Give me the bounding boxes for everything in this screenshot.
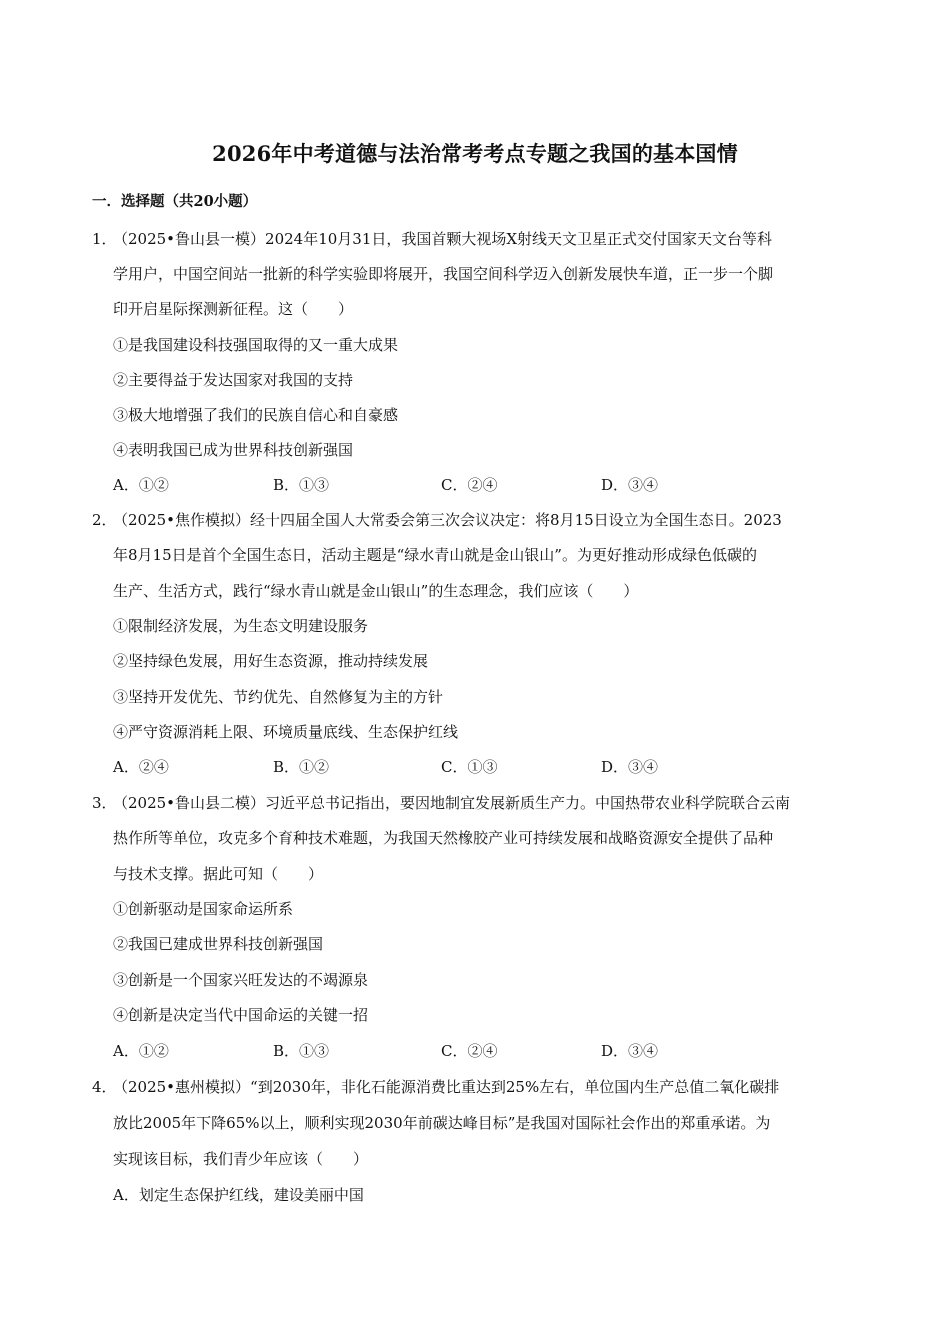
option-c[interactable]: C．①③ xyxy=(441,758,498,776)
section-heading: 一．选择题（共20小题） xyxy=(92,193,258,210)
option-d[interactable]: D．③④ xyxy=(601,758,659,776)
option-d[interactable]: D．③④ xyxy=(601,476,659,494)
option-a[interactable]: A．①② xyxy=(113,1042,169,1060)
statement: ①是我国建设科技强国取得的又一重大成果 xyxy=(113,336,399,354)
statement: ④创新是决定当代中国命运的关键一招 xyxy=(113,1006,369,1024)
option-b[interactable]: B．①③ xyxy=(273,1042,330,1060)
option-a[interactable]: A．②④ xyxy=(113,758,169,776)
question-number: 3． xyxy=(92,794,117,812)
statement: ③坚持开发优先、节约优先、自然修复为主的方针 xyxy=(113,688,444,706)
statement: ②我国已建成世界科技创新强国 xyxy=(113,935,324,953)
question-text-line: 热作所等单位，攻克多个育种技术难题，为我国天然橡胶产业可持续发展和战略资源安全提供了品种 xyxy=(113,829,774,847)
question-text-line: 学用户，中国空间站一批新的科学实验即将展开，我国空间科学迈入创新发展快车道，正一步一个脚 xyxy=(113,265,774,283)
statement: ③极大地增强了我们的民族自信心和自豪感 xyxy=(113,406,399,424)
question-text-line: （2025•惠州模拟）“到2030年，非化石能源消费比重达到25%左右，单位国内生产总值二氧化碳排 xyxy=(113,1078,780,1096)
question-text-line: 印开启星际探测新征程。这（ ） xyxy=(113,300,354,318)
statement: ②坚持绿色发展，用好生态资源，推动持续发展 xyxy=(113,652,429,670)
question-number: 1． xyxy=(92,230,117,248)
question-text-line: 生产、生活方式，践行“绿水青山就是金山银山”的生态理念，我们应该（ ） xyxy=(113,582,639,600)
statement: ③创新是一个国家兴旺发达的不竭源泉 xyxy=(113,971,369,989)
question-text-line: （2025•鲁山县一模）2024年10月31日，我国首颗大视场X射线天文卫星正式交付国家天文台等科 xyxy=(113,230,773,248)
option-c[interactable]: C．②④ xyxy=(441,1042,498,1060)
option-a[interactable]: A．①② xyxy=(113,476,169,494)
statement: ①限制经济发展，为生态文明建设服务 xyxy=(113,617,369,635)
statement: ②主要得益于发达国家对我国的支持 xyxy=(113,371,354,389)
option-d[interactable]: D．③④ xyxy=(601,1042,659,1060)
option-b[interactable]: B．①③ xyxy=(273,476,330,494)
statement: ①创新驱动是国家命运所系 xyxy=(113,900,294,918)
question-text-line: （2025•焦作模拟）经十四届全国人大常委会第三次会议决定：将8月15日设立为全国生态日。2023 xyxy=(113,511,782,529)
option-b[interactable]: B．①② xyxy=(273,758,330,776)
question-text-line: 与技术支撑。据此可知（ ） xyxy=(113,865,324,883)
question-text-line: 实现该目标，我们青少年应该（ ） xyxy=(113,1150,369,1168)
option-c[interactable]: C．②④ xyxy=(441,476,498,494)
document-title: 2026年中考道德与法治常考考点专题之我国的基本国情 xyxy=(212,141,738,166)
question-text-line: （2025•鲁山县二模）习近平总书记指出，要因地制宜发展新质生产力。中国热带农业科学院联合云南 xyxy=(113,794,791,812)
question-text-line: 放比2005年下降65%以上，顺利实现2030年前碳达峰目标”是我国对国际社会作出的郑重承诺。为 xyxy=(113,1114,771,1132)
question-number: 2． xyxy=(92,511,117,529)
statement: ④严守资源消耗上限、环境质量底线、生态保护红线 xyxy=(113,723,459,741)
question-number: 4． xyxy=(92,1078,117,1096)
statement: ④表明我国已成为世界科技创新强国 xyxy=(113,441,354,459)
question-text-line: 年8月15日是首个全国生态日，活动主题是“绿水青山就是金山银山”。为更好推动形成绿色低碳的 xyxy=(113,546,757,564)
option-a[interactable]: A．划定生态保护红线，建设美丽中国 xyxy=(113,1186,364,1204)
